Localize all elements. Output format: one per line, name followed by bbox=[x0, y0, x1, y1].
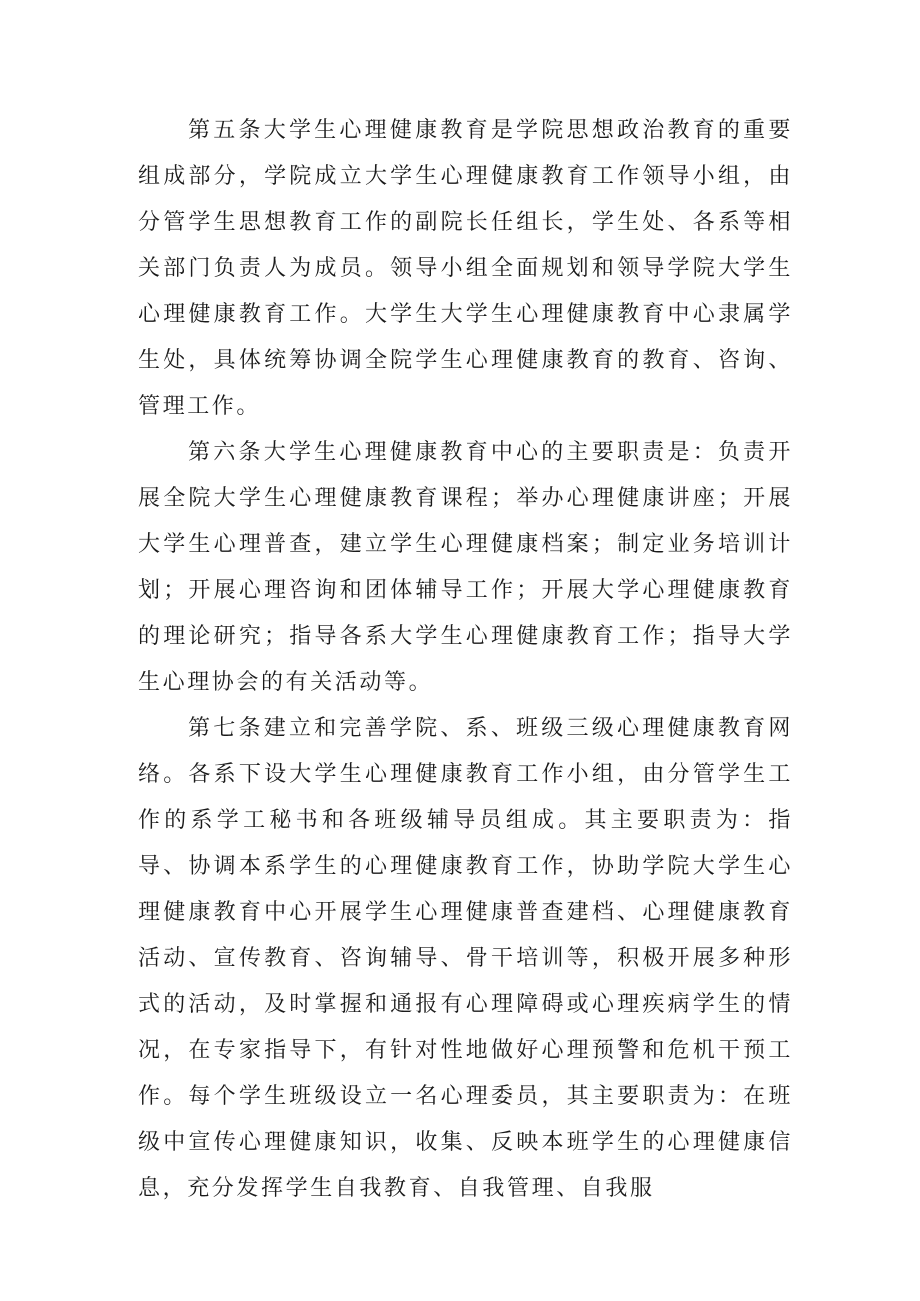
article-5-paragraph: 第五条大学生心理健康教育是学院思想政治教育的重要组成部分，学院成立大学生心理健康教育工作领导小组，由分管学生思想教育工作的副院长任组长，学生处、各系等相关部门负责人为成员。领导小组全面规划和领导学院大学生心理健康教育工作。大学生大学生心理健康教育中心隶属学生处，具体统筹协调全院学生心理健康教育的教育、咨询、管理工作。 bbox=[138, 118, 793, 419]
document-body bbox=[138, 108, 793, 1212]
article-6-paragraph: 第六条大学生心理健康教育中心的主要职责是：负责开展全院大学生心理健康教育课程；举办心理健康讲座；开展大学生心理普查，建立学生心理健康档案；制定业务培训计划；开展心理咨询和团体辅导工作；开展大学心理健康教育的理论研究；指导各系大学生心理健康教育工作；指导大学生心理协会的有关活动等。 bbox=[138, 440, 793, 695]
article-7-paragraph: 第七条建立和完善学院、系、班级三级心理健康教育网络。各系下设大学生心理健康教育工作小组，由分管学生工作的系学工秘书和各班级辅导员组成。其主要职责为：指导、协调本系学生的心理健康教育工作，协助学院大学生心理健康教育中心开展学生心理健康普查建档、心理健康教育活动、宣传教育、咨询辅导、骨干培训等，积极开展多种形式的活动，及时掌握和通报有心理障碍或心理疾病学生的情况，在专家指导下，有针对性地做好心理预警和危机干预工作。每个学生班级设立一名心理委员，其主要职责为：在班级中宣传心理健康知识，收集、反映本班学生的心理健康信息，充分发挥学生自我教育、自我管理、自我服 bbox=[138, 716, 793, 1201]
